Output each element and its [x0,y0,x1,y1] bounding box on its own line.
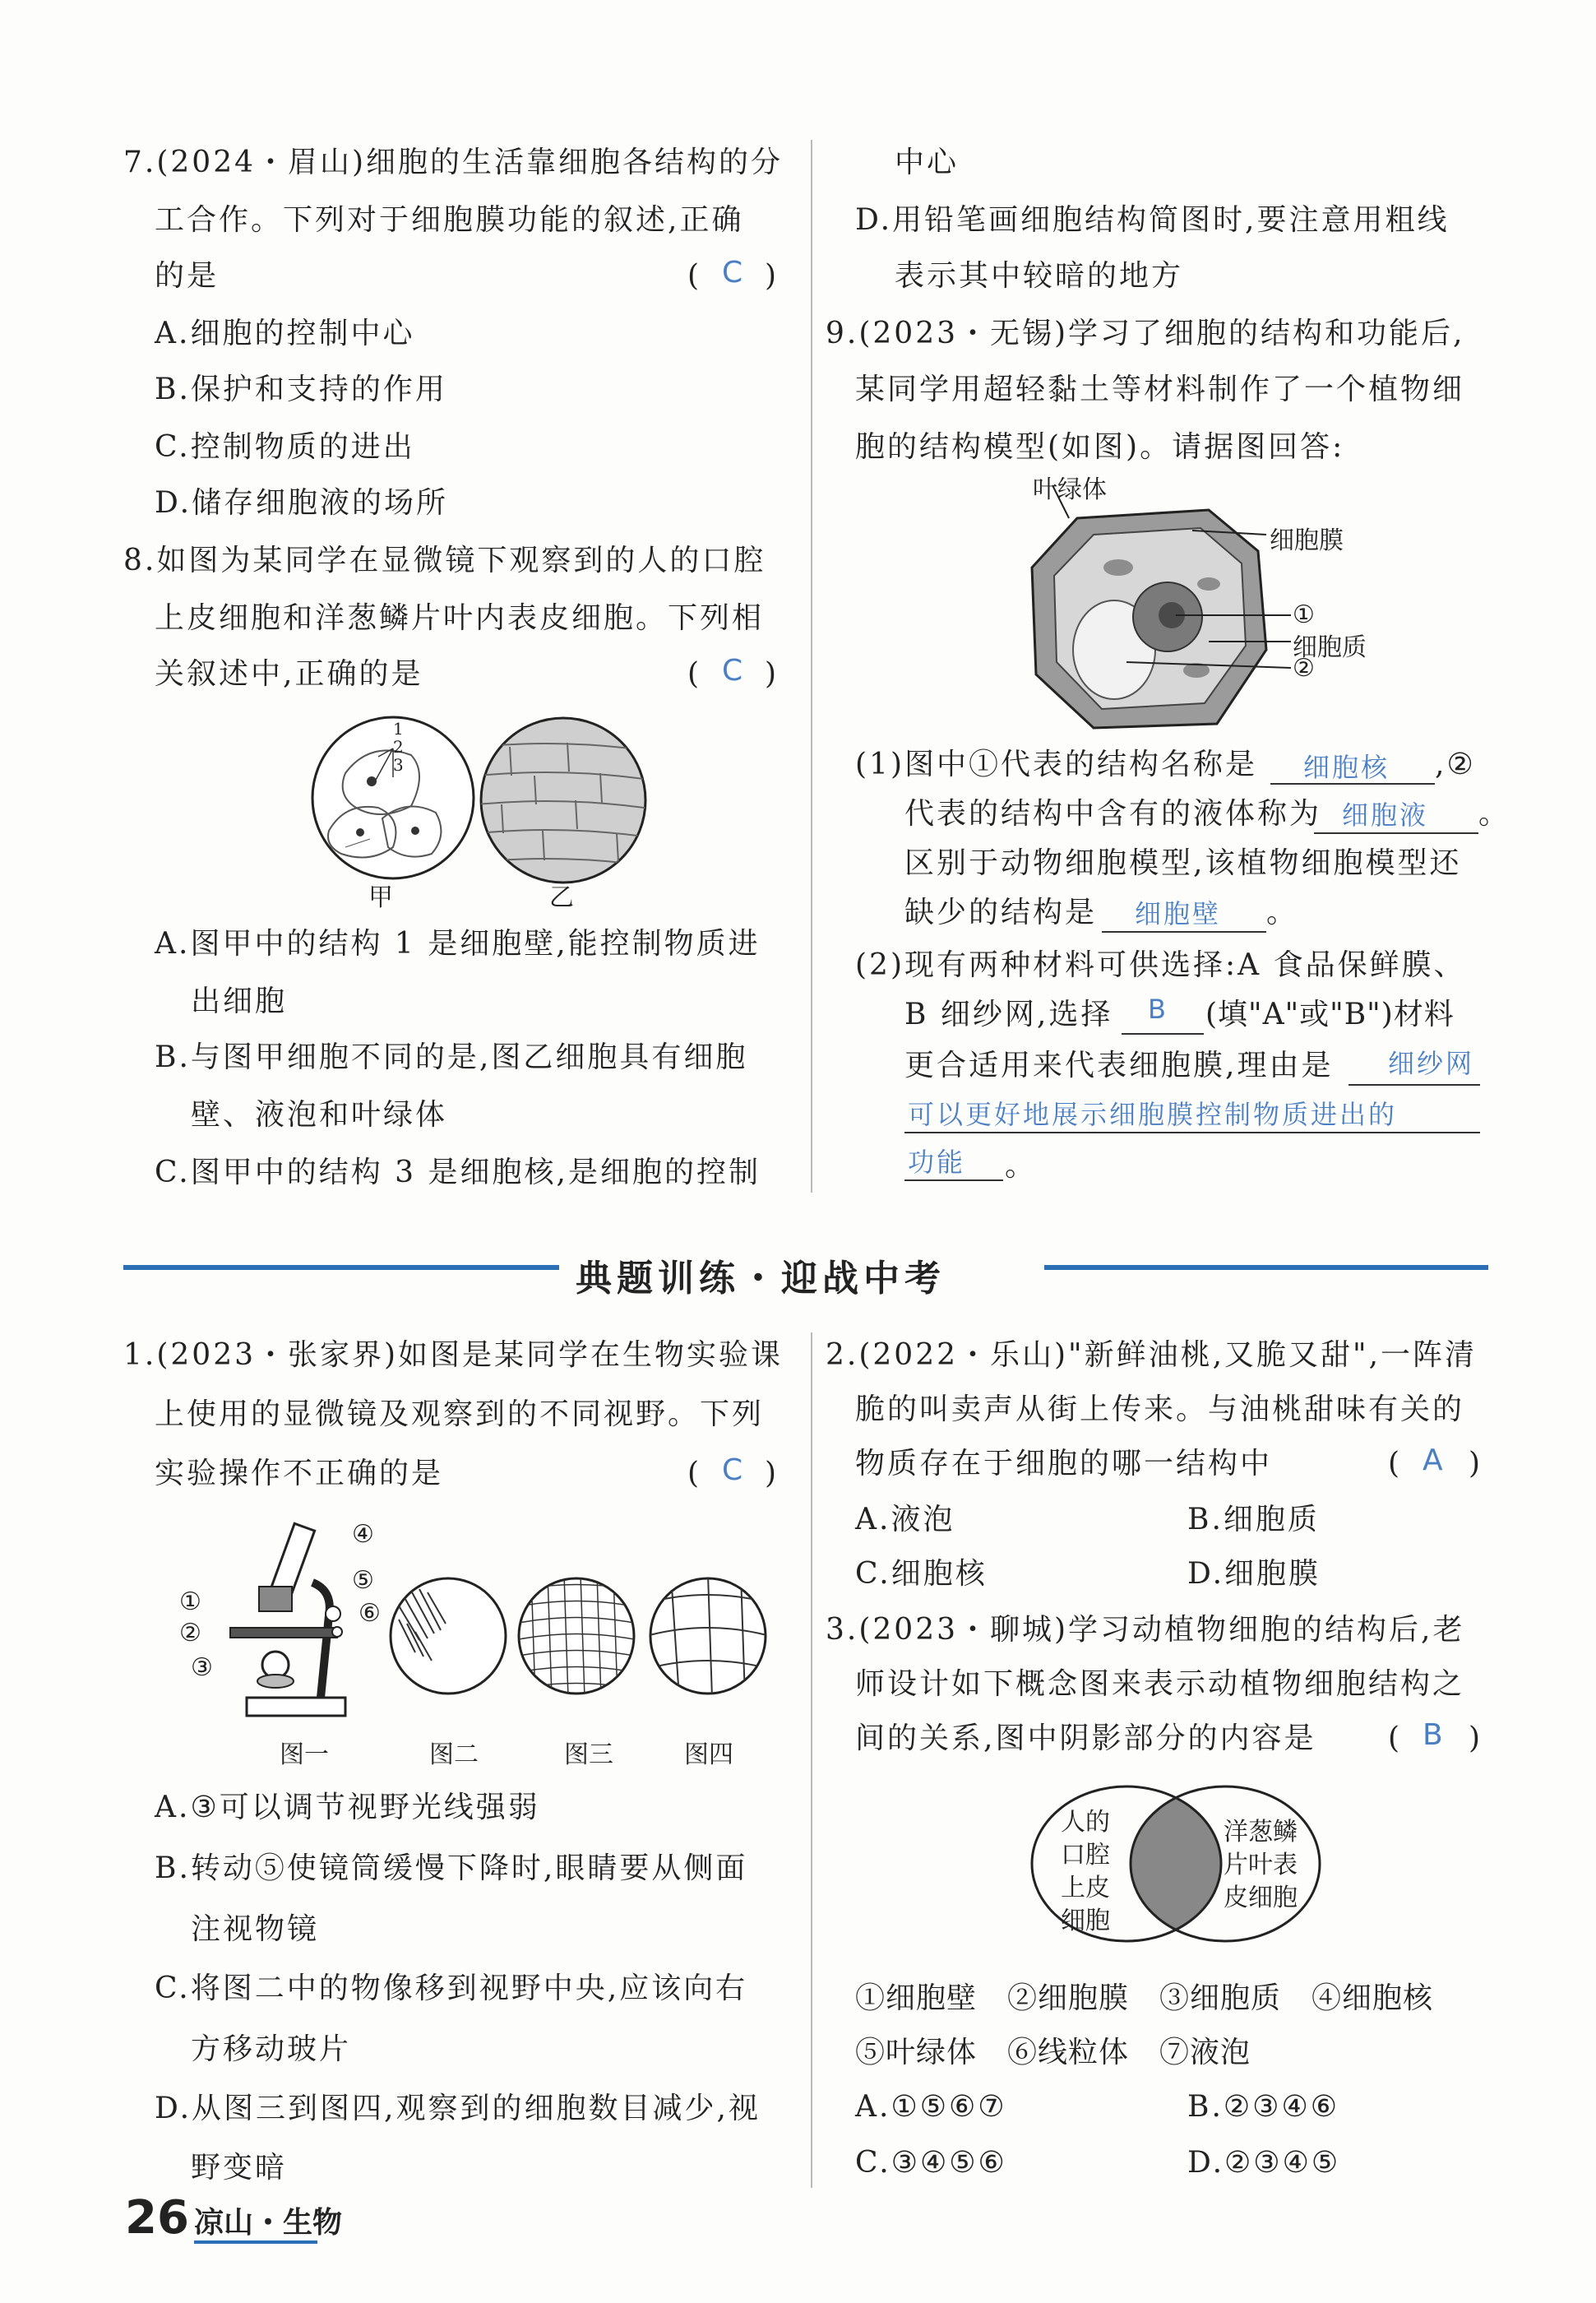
q7-answer: C [722,256,743,290]
q2-line2: 脆的叫卖声从街上传来。与油桃甜味有关的 [855,1392,1465,1426]
q1-label-6: ⑥ [359,1599,381,1628]
q7-line3: 的是 [155,259,220,293]
q8-option-a1: A.图甲中的结构 1 是细胞壁,能控制物质进 [155,927,761,961]
q3-venn-right-text [1215,1816,1306,1915]
q9-line2: 某同学用超轻黏土等材料制作了一个植物细 [855,373,1465,406]
q9-label-yelvti: 叶绿体 [1033,475,1107,504]
q9-p1-b: ,② [1435,748,1476,781]
q1-line3: 实验操作不正确的是 [155,1457,444,1490]
q9-p2-answer1: B [1148,994,1168,1025]
q2-line1: 2.(2022・乐山)"新鲜油桃,又脆又甜",一阵清 [826,1338,1478,1372]
footer-subject: 凉山・生物 [194,2206,343,2240]
q7-option-d: D.储存细胞液的场所 [155,486,449,520]
q3-items-row1: ①细胞壁 ②细胞膜 ③细胞质 ④细胞核 [855,1981,1434,2015]
q1-label-3: ③ [191,1653,213,1682]
q8-paren: ( [687,657,702,691]
q9-p2-a: (2)现有两种材料可供选择:A 食品保鲜膜、 [855,948,1466,982]
q3-option-d: D.②③④⑤ [1187,2146,1341,2180]
q8-answer: C [722,654,743,688]
footer-underline [194,2240,317,2244]
banner-title: 典题训练・迎战中考 [576,1258,946,1300]
column-divider-top [811,140,812,1193]
q9-p2-answer2a: 细纱网 [1388,1048,1475,1079]
q2-option-a: A.液泡 [855,1503,955,1536]
q8-line1: 8.如图为某同学在显微镜下观察到的人的口腔 [123,544,766,577]
q1-option-c2: 方移动玻片 [191,2032,352,2066]
q9-p1-d: 。 [1478,797,1511,831]
q9-p2-end: 。 [1005,1149,1038,1183]
page-number: 26 [125,2191,189,2245]
q9-label-1: ① [1293,600,1315,629]
q1-caption-2: 图二 [429,1740,479,1769]
q3-line1: 3.(2023・聊城)学习动植物细胞的结构后,老 [826,1613,1465,1647]
q1-label-2: ② [179,1619,201,1647]
q9-p1-g: 。 [1266,896,1299,929]
q9-p2-d: 更合适用来代表细胞膜,理由是 [904,1049,1334,1082]
q8-option-d1: D.用铅笔画细胞结构简图时,要注意用粗线 [855,203,1450,237]
q2-line3: 物质存在于细胞的哪一结构中 [855,1447,1273,1480]
q1-option-b2: 注视物镜 [191,1912,320,1946]
q3-option-c: C.③④⑤⑥ [855,2146,1007,2180]
venn-left-line-4: 细胞 [1061,1907,1110,1935]
q8-caption-jia: 甲 [368,883,393,912]
q9-label-2: ② [1293,654,1315,683]
q9-p2-answer2c: 功能 [908,1147,966,1178]
q3-option-b: B.②③④⑥ [1187,2090,1339,2124]
venn-left-line-3: 上皮 [1061,1874,1110,1902]
q1-view-figure-2 [386,1574,510,1698]
q9-p1-a: (1)图中①代表的结构名称是 [855,748,1257,781]
q1-label-4: ④ [352,1520,374,1549]
q9-p1-answer3: 细胞壁 [1135,898,1222,929]
venn-right-line-3: 皮细胞 [1224,1884,1298,1912]
q1-option-b1: B.转动⑤使镜筒缓慢下降时,眼睛要从侧面 [155,1851,748,1885]
q1-line1: 1.(2023・张家界)如图是某同学在生物实验课 [123,1338,784,1372]
q1-caption-1: 图一 [280,1740,329,1769]
q8-option-a2: 出细胞 [191,985,288,1018]
q8-option-c2: 中心 [895,146,960,179]
q3-venn-left-text [1052,1806,1118,1938]
q9-p1-answer1: 细胞核 [1303,752,1390,783]
q9-p1-e: 区别于动物细胞模型,该植物细胞模型还 [904,846,1462,880]
q9-p2-answer2b: 可以更好地展示细胞膜控制物质进出的 [908,1099,1398,1130]
q8-option-d2: 表示其中较暗的地方 [895,259,1184,293]
q1-caption-3: 图三 [564,1740,613,1769]
q9-p1-f: 缺少的结构是 [904,896,1098,929]
venn-left-line-2: 口腔 [1061,1841,1110,1870]
q3-line2: 师设计如下概念图来表示动植物细胞结构之 [855,1667,1465,1701]
q7-line1: 7.(2024・眉山)细胞的生活靠细胞各结构的分 [123,146,784,179]
q1-paren-close: ) [765,1457,779,1490]
q2-option-d: D.细胞膜 [1187,1557,1321,1591]
q1-option-d2: 野变暗 [191,2151,288,2185]
q7-option-a: A.细胞的控制中心 [155,317,415,350]
q3-answer: B [1423,1718,1443,1752]
q8-figure-onion-cells [477,714,650,887]
q7-line2: 工合作。下列对于细胞膜功能的叙述,正确 [155,203,744,237]
q2-paren-close: ) [1469,1447,1483,1480]
q9-p1-answer2: 细胞液 [1342,799,1429,831]
q8-label-1: 1 [393,719,404,739]
q1-option-a: A.③可以调节视野光线强弱 [155,1791,540,1824]
q9-line1: 9.(2023・无锡)学习了细胞的结构和功能后, [826,317,1465,350]
q8-option-b1: B.与图甲细胞不同的是,图乙细胞具有细胞 [155,1040,748,1074]
q1-line2: 上使用的显微镜及观察到的不同视野。下列 [155,1397,765,1431]
q1-paren: ( [687,1457,702,1490]
q1-caption-4: 图四 [684,1740,733,1769]
q9-p1-c: 代表的结构中含有的液体称为 [904,797,1322,831]
q2-option-c: C.细胞核 [855,1557,988,1591]
q9-label-xibaomo: 细胞膜 [1270,526,1344,555]
q8-paren-close: ) [765,657,779,691]
q7-paren: ( [687,259,702,293]
q1-answer: C [722,1453,743,1487]
q9-line3: 胞的结构模型(如图)。请据图回答: [855,430,1345,464]
venn-right-line-2: 片叶表 [1224,1851,1298,1879]
q3-paren-close: ) [1469,1721,1483,1755]
q1-view-figure-3 [515,1574,638,1698]
q1-label-5: ⑤ [352,1566,374,1595]
q2-answer: A [1423,1443,1443,1477]
q8-label-2: 2 [393,737,404,757]
q3-paren: ( [1388,1721,1403,1755]
q7-option-c: C.控制物质的进出 [155,430,415,464]
q2-paren: ( [1388,1447,1403,1480]
q8-line3: 关叙述中,正确的是 [155,657,423,691]
q8-label-3: 3 [393,755,404,775]
q3-line3: 间的关系,图中阴影部分的内容是 [855,1721,1316,1755]
q8-option-c1: C.图甲中的结构 3 是细胞核,是细胞的控制 [155,1156,761,1189]
q2-option-b: B.细胞质 [1187,1503,1320,1536]
q7-paren-close: ) [765,259,779,293]
venn-left-line-1: 人的 [1061,1808,1110,1837]
q9-p2-b: B 细纱网,选择 [904,998,1113,1031]
q9-p2-c: (填"A"或"B")材料 [1205,998,1455,1031]
banner-line-right [1044,1265,1488,1270]
q1-label-1: ① [179,1587,201,1616]
q9-label-xibaozhi: 细胞质 [1293,633,1367,662]
q1-option-c1: C.将图二中的物像移到视野中央,应该向右 [155,1972,748,2005]
banner-line-left [123,1265,559,1270]
q1-option-d1: D.从图三到图四,观察到的细胞数目减少,视 [155,2092,761,2125]
q3-option-a: A.①⑤⑥⑦ [855,2090,1007,2124]
q3-items-row2: ⑤叶绿体 ⑥线粒体 ⑦液泡 [855,2036,1251,2069]
q8-option-b2: 壁、液泡和叶绿体 [191,1098,448,1132]
q8-caption-yi: 乙 [549,883,574,912]
q7-option-b: B.保护和支持的作用 [155,373,447,406]
q1-view-figure-4 [646,1574,770,1698]
venn-right-line-1: 洋葱鳞 [1224,1818,1298,1847]
q8-line2: 上皮细胞和洋葱鳞片叶内表皮细胞。下列相 [155,601,765,635]
column-divider-bottom [811,1332,812,2188]
